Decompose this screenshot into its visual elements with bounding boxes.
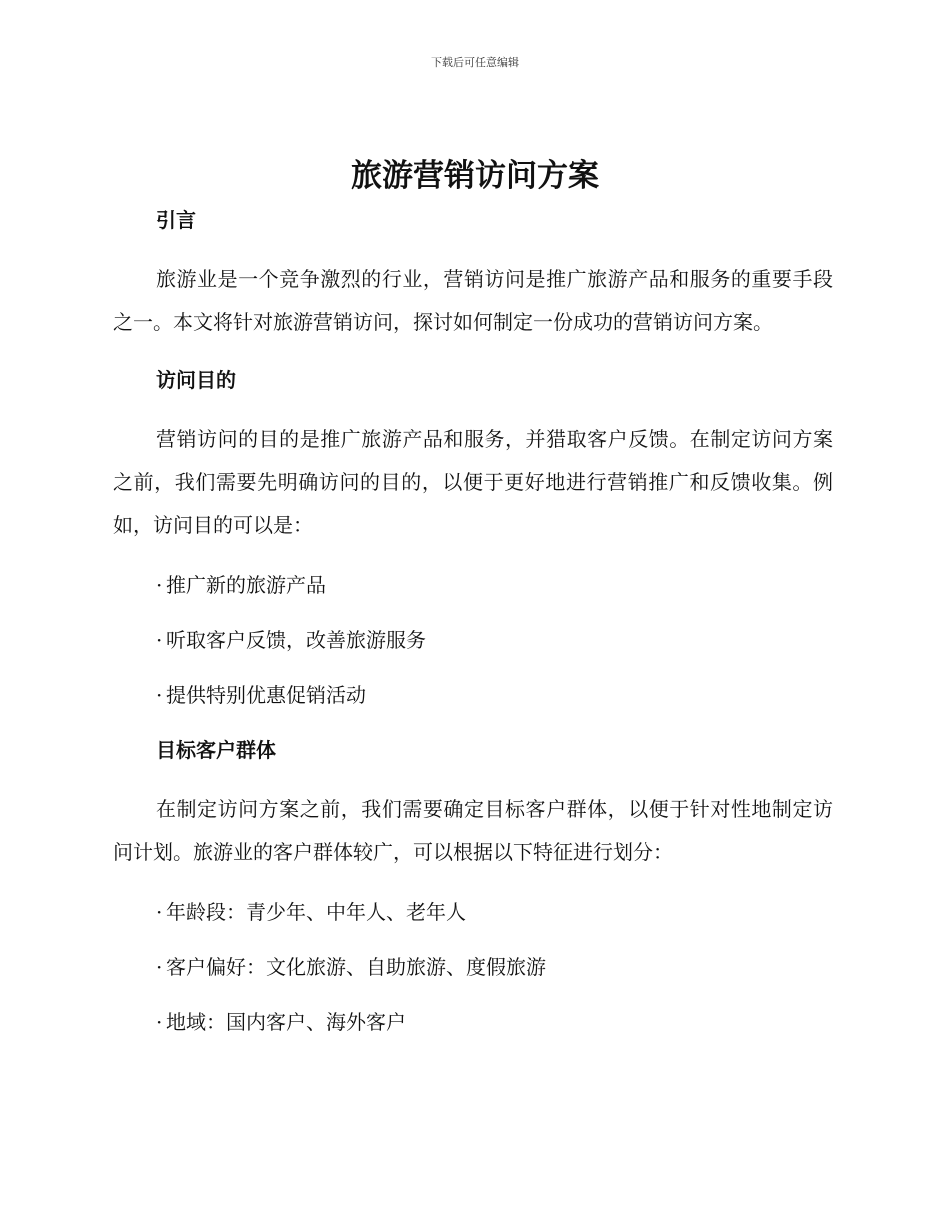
list-item-text: 听取客户反馈，改善旅游服务	[166, 628, 426, 652]
list-item-text: 提供特别优惠促销活动	[166, 683, 366, 707]
bullet-dot: ·	[156, 1010, 163, 1034]
section-paragraph-purpose: 营销访问的目的是推广旅游产品和服务，并猎取客户反馈。在制定访问方案之前，我们需要先明确访问的目的，以便于更好地进行营销推广和反馈收集。例如，访问目的可以是：	[113, 427, 833, 537]
section-paragraph-intro: 旅游业是一个竞争激烈的行业，营销访问是推广旅游产品和服务的重要手段之一。本文将针对旅游营销访问，探讨如何制定一份成功的营销访问方案。	[113, 267, 833, 334]
section-heading-purpose: 访问目的	[156, 368, 236, 392]
list-item	[156, 896, 833, 928]
list-item	[156, 1006, 833, 1038]
document-body	[113, 204, 833, 1038]
list-item-text: 地域：国内客户、海外客户	[166, 1010, 406, 1034]
list-item-text: 客户偏好：文化旅游、自助旅游、度假旅游	[166, 955, 546, 979]
section-heading-target: 目标客户群体	[156, 738, 276, 762]
list-item	[156, 951, 833, 983]
list-item	[156, 679, 833, 711]
bullet-dot: ·	[156, 573, 163, 597]
section-heading-intro: 引言	[156, 208, 196, 232]
list-item-text: 推广新的旅游产品	[166, 573, 326, 597]
bullet-dot: ·	[156, 955, 163, 979]
list-item	[156, 624, 833, 656]
bullet-dot: ·	[156, 900, 163, 924]
bullet-dot: ·	[156, 683, 163, 707]
document-title: 旅游营销访问方案	[351, 158, 599, 194]
list-item-text: 年龄段：青少年、中年人、老年人	[166, 900, 466, 924]
bullet-dot: ·	[156, 628, 163, 652]
section-paragraph-target: 在制定访问方案之前，我们需要确定目标客户群体，以便于针对性地制定访问计划。旅游业的客户群体较广，可以根据以下特征进行划分：	[113, 797, 833, 864]
list-item	[156, 569, 833, 601]
header-note: 下载后可任意编辑	[431, 56, 519, 69]
